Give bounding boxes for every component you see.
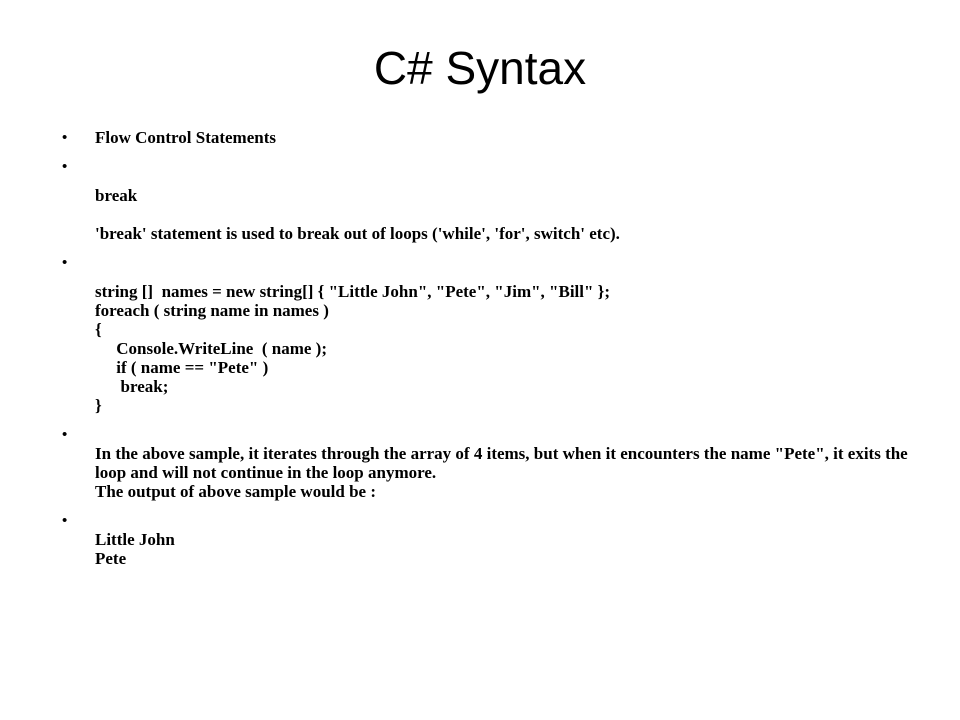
bullet-text: Flow Control Statements <box>95 128 276 147</box>
slide-body <box>62 128 922 568</box>
code-line: if ( name == "Pete" ) <box>95 358 269 377</box>
blank-line <box>95 157 922 176</box>
bullet-item-code-sample <box>62 253 922 415</box>
code-line: string [] names = new string[] { "Little John", "Pete", "Jim", "Bill" }; <box>95 282 611 301</box>
bullet-item-explanation <box>62 425 922 501</box>
blank-line <box>95 511 922 530</box>
explanation-text: In the above sample, it iterates through the array of 4 items, but when it encounters the name "Pete", it exits the loop and will not continue in the loop anymore. <box>95 444 908 482</box>
code-line: foreach ( string name in names ) <box>95 301 329 320</box>
code-line: { <box>95 320 102 339</box>
output-intro: The output of above sample would be : <box>95 482 377 501</box>
break-description: 'break' statement is used to break out of loops ('while', 'for', switch' etc). <box>95 224 620 243</box>
bullet-item-output <box>62 511 922 568</box>
keyword-break: break <box>95 186 138 205</box>
bullet-dot-icon: • <box>62 254 68 271</box>
spacer <box>95 176 922 186</box>
output-line: Pete <box>95 549 127 568</box>
spacer <box>62 243 922 253</box>
code-line: break; <box>95 377 169 396</box>
blank-line <box>95 253 922 272</box>
code-line: } <box>95 396 102 415</box>
bullet-dot-icon: • <box>62 129 68 146</box>
bullet-item-break <box>62 157 922 243</box>
code-line: Console.WriteLine ( name ); <box>95 339 327 358</box>
spacer <box>62 147 922 157</box>
blank-line <box>95 425 922 444</box>
bullet-dot-icon: • <box>62 426 68 443</box>
spacer <box>95 272 922 282</box>
output-line: Little John <box>95 530 175 549</box>
spacer <box>62 415 922 425</box>
blank-line <box>95 205 922 224</box>
bullet-item-flow-control <box>62 128 922 147</box>
bullet-dot-icon: • <box>62 512 68 529</box>
spacer <box>62 501 922 511</box>
bullet-dot-icon: • <box>62 158 68 175</box>
slide-title: C# Syntax <box>373 42 587 94</box>
